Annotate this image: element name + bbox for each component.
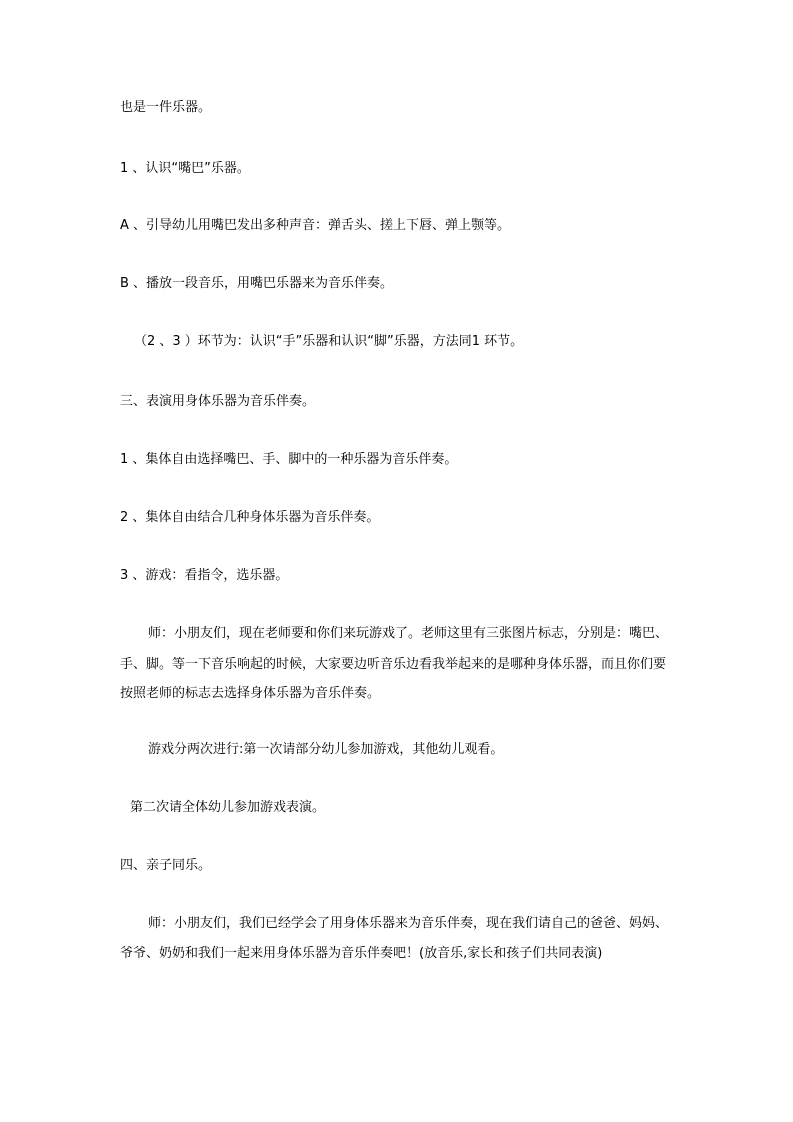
- closing-speech-line-2: 爷爷、奶奶和我们一起来用身体乐器为音乐伴奏吧！(放音乐,家长和孩子们共同表演): [120, 946, 603, 961]
- teacher-speech-line-3: 按照老师的标志去选择身体乐器为音乐伴奏。: [120, 686, 381, 701]
- game-round-1: 游戏分两次进行:第一次请部分幼儿参加游戏，其他幼儿观看。: [148, 742, 504, 757]
- teacher-speech-line-1: 师：小朋友们，现在老师要和你们来玩游戏了。老师这里有三张图片标志，分别是：嘴巴、: [148, 626, 669, 641]
- section-3-item-1: 1 、集体自由选择嘴巴、手、脚中的一种乐器为音乐伴奏。: [120, 452, 458, 467]
- step-a: A 、引导幼儿用嘴巴发出多种声音：弹舌头、搓上下唇、弹上颚等。: [120, 218, 511, 233]
- step-b: B 、播放一段音乐，用嘴巴乐器来为音乐伴奏。: [120, 276, 394, 291]
- section-3-heading: 三、表演用身体乐器为音乐伴奏。: [120, 394, 316, 409]
- section-4-heading: 四、亲子同乐。: [120, 858, 212, 873]
- game-round-2: 第二次请全体幼儿参加游戏表演。: [130, 800, 326, 815]
- step-1-heading: 1 、认识“嘴巴”乐器。: [120, 161, 250, 176]
- steps-2-3: （2 、3 ）环节为：认识“手”乐器和认识“脚”乐器，方法同1 环节。: [134, 334, 524, 349]
- paragraph-intro: 也是一件乐器。: [120, 100, 212, 115]
- teacher-speech-line-2: 手、脚。等一下音乐响起的时候，大家要边听音乐边看我举起来的是哪种身体乐器，而且你们要: [120, 657, 667, 672]
- section-3-item-3: 3 、游戏：看指令，选乐器。: [120, 568, 289, 583]
- closing-speech-line-1: 师：小朋友们，我们已经学会了用身体乐器来为音乐伴奏，现在我们请自己的爸爸、妈妈、: [148, 916, 669, 931]
- section-3-item-2: 2 、集体自由结合几种身体乐器为音乐伴奏。: [120, 510, 380, 525]
